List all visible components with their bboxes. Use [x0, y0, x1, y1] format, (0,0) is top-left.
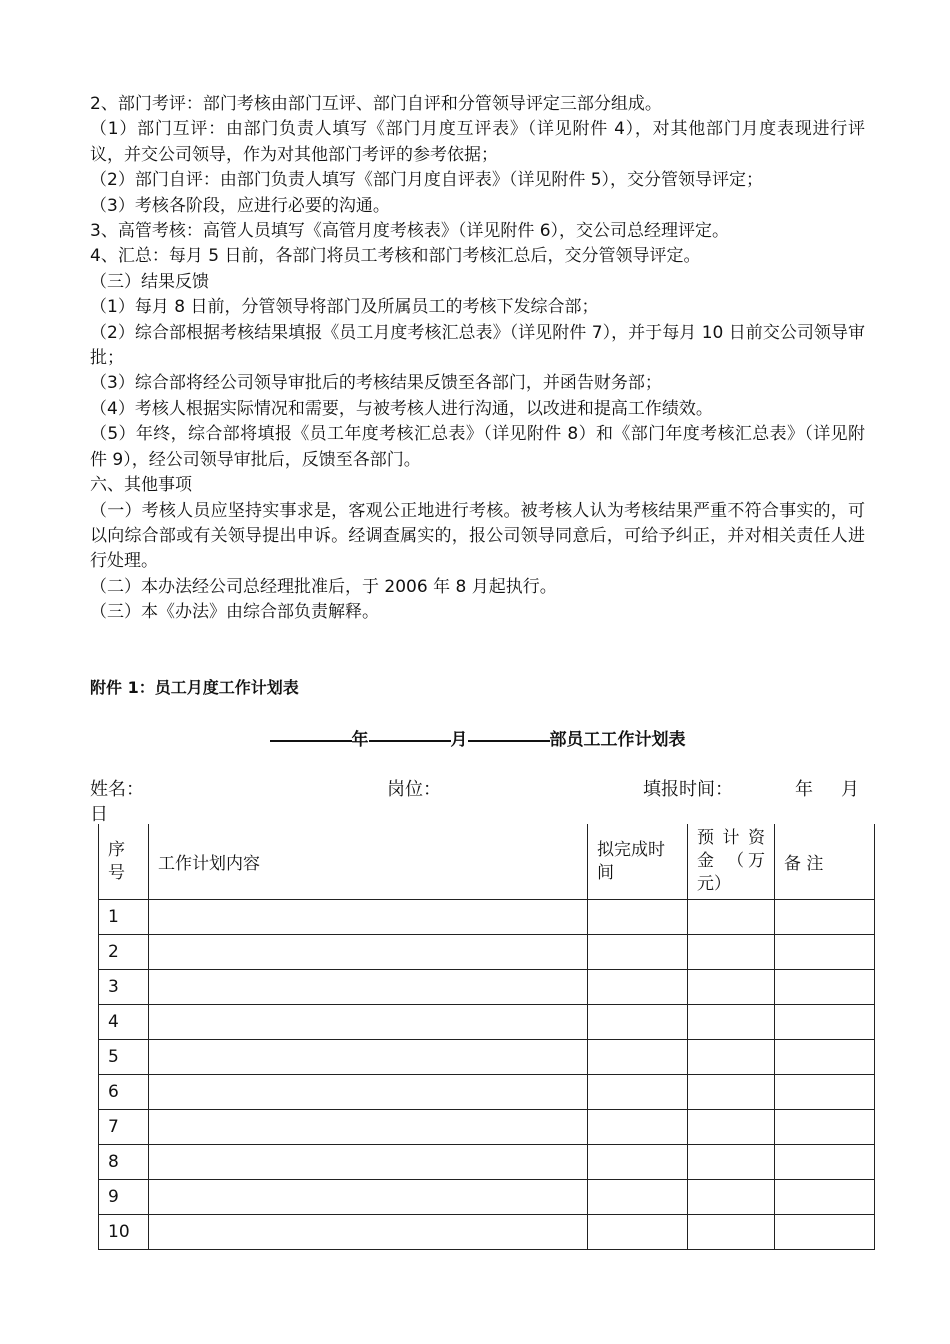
cell[interactable] — [688, 1180, 775, 1215]
cell[interactable] — [688, 1110, 775, 1145]
cell[interactable] — [588, 1145, 688, 1180]
blank-line — [369, 740, 451, 742]
row-number: 7 — [99, 1110, 149, 1145]
paragraph: （二）本办法经公司总经理批准后，于 2006 年 8 月起执行。 — [90, 576, 557, 597]
paragraph: （2）综合部根据考核结果填报《员工月度考核汇总表》（详见附件 7），并于每月 10 日前交公司领导审批； — [90, 322, 865, 369]
cell[interactable] — [588, 935, 688, 970]
cell[interactable] — [588, 970, 688, 1005]
paragraph: （1）每月 8 日前，分管领导将部门及所属员工的考核下发综合部； — [90, 297, 599, 318]
month-label: 月 — [841, 779, 859, 800]
body-text — [90, 92, 865, 626]
table-row — [99, 1040, 875, 1075]
cell[interactable] — [775, 900, 875, 935]
work-plan-table — [98, 824, 875, 1250]
cell[interactable] — [688, 1040, 775, 1075]
cell[interactable] — [588, 1075, 688, 1110]
row-number: 9 — [99, 1180, 149, 1215]
name-label: 姓名： — [90, 779, 144, 800]
cell[interactable] — [149, 970, 588, 1005]
plan-title-month: 月 — [450, 730, 468, 750]
cell[interactable] — [775, 1180, 875, 1215]
cell[interactable] — [775, 1005, 875, 1040]
section-heading: （三）结果反馈 — [90, 271, 209, 292]
post-label: 岗位： — [387, 779, 441, 800]
cell[interactable] — [588, 1180, 688, 1215]
attachment-title: 附件 1：员工月度工作计划表 — [90, 678, 299, 697]
paragraph: 4、汇总：每月 5 日前，各部门将员工考核和部门考核汇总后，交分管领导评定。 — [90, 246, 701, 267]
row-number: 1 — [99, 900, 149, 935]
cell[interactable] — [688, 970, 775, 1005]
paragraph: （三）本《办法》由综合部负责解释。 — [90, 602, 379, 623]
row-number: 5 — [99, 1040, 149, 1075]
cell[interactable] — [688, 935, 775, 970]
cell[interactable] — [149, 1180, 588, 1215]
table-row — [99, 900, 875, 935]
cell[interactable] — [149, 1040, 588, 1075]
table-row — [99, 1145, 875, 1180]
plan-title-rest: 部员工工作计划表 — [549, 730, 686, 750]
cell[interactable] — [775, 1145, 875, 1180]
plan-table-title — [90, 725, 865, 750]
paragraph: （1）部门互评：由部门负责人填写《部门月度互评表》（详见附件 4），对其他部门月度表现进行评议，并交公司领导，作为对其他部门考评的参考依据； — [90, 119, 865, 165]
cell[interactable] — [775, 1215, 875, 1250]
cell[interactable] — [775, 1040, 875, 1075]
table-row — [99, 935, 875, 970]
blank-line — [270, 740, 352, 742]
paragraph: （2）部门自评：由部门负责人填写《部门月度自评表》（详见附件 5），交分管领导评定； — [90, 170, 764, 191]
cell[interactable] — [149, 1005, 588, 1040]
day-label: 日 — [90, 804, 108, 825]
cell[interactable] — [588, 1040, 688, 1075]
blank-line — [468, 740, 550, 742]
paragraph: 3、高管考核：高管人员填写《高管月度考核表》（详见附件 6），交公司总经理评定。 — [90, 221, 730, 242]
paragraph: 2、部门考评：部门考核由部门互评、部门自评和分管领导评定三部分组成。 — [90, 94, 662, 114]
section-heading: 六、其他事项 — [90, 475, 192, 496]
header-content: 工作计划内容 — [149, 824, 588, 900]
row-number: 8 — [99, 1145, 149, 1180]
table-row — [99, 1005, 875, 1040]
cell[interactable] — [775, 1110, 875, 1145]
cell[interactable] — [775, 935, 875, 970]
header-remark: 备 注 — [775, 824, 875, 900]
cell[interactable] — [149, 935, 588, 970]
header-funds: 预 计 资 金 （万元） — [688, 824, 775, 900]
row-number: 3 — [99, 970, 149, 1005]
row-number: 10 — [99, 1215, 149, 1250]
cell[interactable] — [688, 1145, 775, 1180]
cell[interactable] — [149, 900, 588, 935]
row-number: 6 — [99, 1075, 149, 1110]
info-row — [90, 775, 865, 800]
cell[interactable] — [149, 1110, 588, 1145]
header-seq: 序号 — [99, 824, 149, 900]
cell[interactable] — [688, 900, 775, 935]
paragraph: （4）考核人根据实际情况和需要，与被考核人进行沟通，以改进和提高工作绩效。 — [90, 398, 713, 419]
table-row — [99, 1075, 875, 1110]
table-header-row — [99, 824, 875, 900]
table-row — [99, 970, 875, 1005]
cell[interactable] — [149, 1145, 588, 1180]
row-number: 4 — [99, 1005, 149, 1040]
cell[interactable] — [588, 900, 688, 935]
cell[interactable] — [588, 1110, 688, 1145]
cell[interactable] — [588, 1005, 688, 1040]
table-row — [99, 1215, 875, 1250]
cell[interactable] — [688, 1215, 775, 1250]
paragraph: （一）考核人员应坚持实事求是，客观公正地进行考核。被考核人认为考核结果严重不符合事实的，可以向综合部或有关领导提出申诉。经调查属实的，报公司领导同意后，可给予纠正，并对相关责任人进行处理。 — [90, 500, 865, 572]
cell[interactable] — [688, 1005, 775, 1040]
year-label: 年 — [795, 779, 813, 800]
paragraph: （3）考核各阶段，应进行必要的沟通。 — [90, 195, 390, 216]
paragraph: （5）年终，综合部将填报《员工年度考核汇总表》（详见附件 8）和《部门年度考核汇总表》（详见附件 9），经公司领导审批后，反馈至各部门。 — [90, 424, 865, 470]
table-row — [99, 1110, 875, 1145]
plan-title-year: 年 — [351, 730, 369, 750]
cell[interactable] — [588, 1215, 688, 1250]
fill-time-label: 填报时间： — [643, 779, 733, 800]
cell[interactable] — [775, 970, 875, 1005]
cell[interactable] — [149, 1075, 588, 1110]
cell[interactable] — [149, 1215, 588, 1250]
row-number: 2 — [99, 935, 149, 970]
cell[interactable] — [775, 1075, 875, 1110]
table-row — [99, 1180, 875, 1215]
cell[interactable] — [688, 1075, 775, 1110]
header-finish-time: 拟完成时间 — [588, 824, 688, 900]
paragraph: （3）综合部将经公司领导审批后的考核结果反馈至各部门，并函告财务部； — [90, 373, 662, 394]
